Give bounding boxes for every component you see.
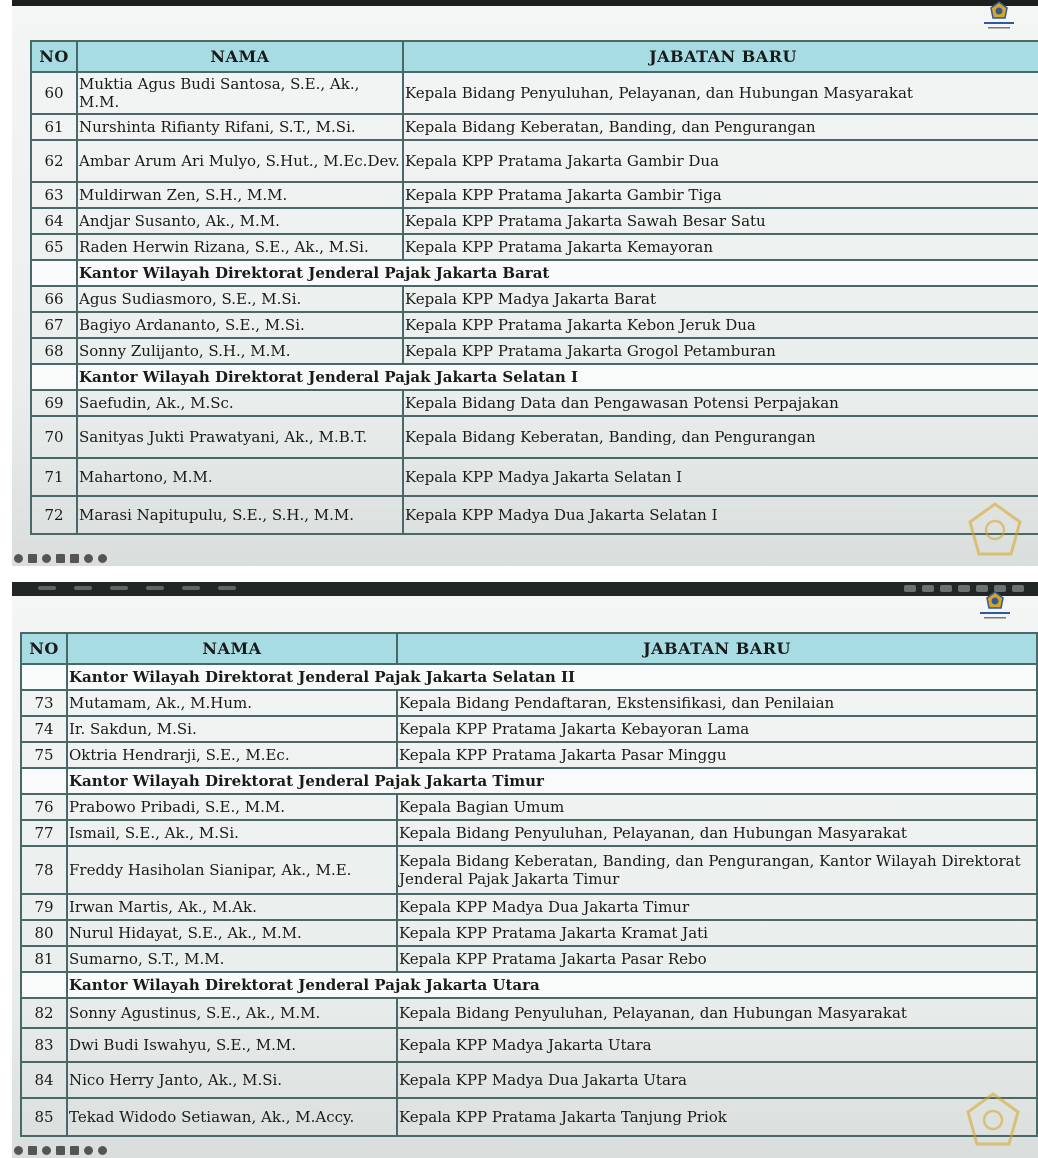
table-row xyxy=(21,794,1037,820)
row-number: 69 xyxy=(31,390,77,416)
row-number: 72 xyxy=(31,496,77,534)
section-no-cell xyxy=(21,972,67,998)
table-row xyxy=(21,920,1037,946)
official-name: Agus Sudiasmoro, S.E., M.Si. xyxy=(77,286,403,312)
table-header-row xyxy=(31,41,1038,72)
section-header-row xyxy=(31,364,1038,390)
menubar-items xyxy=(38,586,236,592)
row-number: 71 xyxy=(31,458,77,496)
table-row xyxy=(31,114,1038,140)
grid-view-icon[interactable] xyxy=(56,1146,65,1155)
menu-item[interactable] xyxy=(146,586,164,590)
new-position: Kepala Bidang Penyuluhan, Pelayanan, dan Hubungan Masyarakat xyxy=(397,820,1037,846)
section-no-cell xyxy=(21,664,67,690)
new-position: Kepala KPP Madya Jakarta Selatan I xyxy=(403,458,1038,496)
row-number: 77 xyxy=(21,820,67,846)
section-header-row xyxy=(21,768,1037,794)
row-number: 70 xyxy=(31,416,77,458)
next-slide-icon[interactable] xyxy=(98,1146,107,1155)
slide-panel-top xyxy=(12,0,1038,566)
official-name: Tekad Widodo Setiawan, Ak., M.Accy. xyxy=(67,1098,397,1136)
new-position: Kepala KPP Madya Jakarta Barat xyxy=(403,286,1038,312)
table-row xyxy=(31,234,1038,260)
table-row xyxy=(31,72,1038,114)
official-name: Mutamam, Ak., M.Hum. xyxy=(67,690,397,716)
table-row xyxy=(21,1062,1037,1098)
row-number: 83 xyxy=(21,1028,67,1062)
new-position: Kepala KPP Madya Dua Jakarta Timur xyxy=(397,894,1037,920)
table-body-top xyxy=(31,72,1038,534)
official-name: Marasi Napitupulu, S.E., S.H., M.M. xyxy=(77,496,403,534)
officials-table-bottom xyxy=(20,632,1038,1137)
new-position: Kepala KPP Pratama Jakarta Pasar Minggu xyxy=(397,742,1037,768)
official-name: Sonny Zulijanto, S.H., M.M. xyxy=(77,338,403,364)
row-number: 81 xyxy=(21,946,67,972)
row-number: 61 xyxy=(31,114,77,140)
row-number: 67 xyxy=(31,312,77,338)
table-row xyxy=(31,208,1038,234)
next-slide-icon[interactable] xyxy=(98,554,107,563)
table-body-bottom xyxy=(21,664,1037,1136)
official-name: Andjar Susanto, Ak., M.M. xyxy=(77,208,403,234)
tray-icon[interactable] xyxy=(904,585,916,592)
official-name: Oktria Hendrarji, S.E., M.Ec. xyxy=(67,742,397,768)
new-position: Kepala Bidang Pendaftaran, Ekstensifikasi, dan Penilaian xyxy=(397,690,1037,716)
grid-view-icon[interactable] xyxy=(56,554,65,563)
header-no: NO xyxy=(31,41,77,72)
table-row xyxy=(21,1098,1037,1136)
new-position: Kepala KPP Pratama Jakarta Kemayoran xyxy=(403,234,1038,260)
tray-icon[interactable] xyxy=(958,585,970,592)
official-name: Nurshinta Rifianty Rifani, S.T., M.Si. xyxy=(77,114,403,140)
table-row xyxy=(31,312,1038,338)
camera-icon[interactable] xyxy=(70,554,79,563)
slide-toolbar xyxy=(12,550,154,566)
zoom-icon[interactable] xyxy=(42,554,51,563)
row-number: 64 xyxy=(31,208,77,234)
table-row xyxy=(31,140,1038,182)
new-position: Kepala KPP Pratama Jakarta Gambir Dua xyxy=(403,140,1038,182)
prev-slide-icon[interactable] xyxy=(14,554,23,563)
section-title: Kantor Wilayah Direktorat Jenderal Pajak Jakarta Timur xyxy=(67,768,1037,794)
section-no-cell xyxy=(31,364,77,390)
section-no-cell xyxy=(21,768,67,794)
new-position: Kepala Bidang Data dan Pengawasan Potensi Perpajakan xyxy=(403,390,1038,416)
row-number: 73 xyxy=(21,690,67,716)
official-name: Muktia Agus Budi Santosa, S.E., Ak., M.M. xyxy=(77,72,403,114)
new-position: Kepala Bidang Keberatan, Banding, dan Pengurangan xyxy=(403,114,1038,140)
row-number: 82 xyxy=(21,998,67,1028)
official-name: Ismail, S.E., Ak., M.Si. xyxy=(67,820,397,846)
section-header-row xyxy=(31,260,1038,286)
table-row xyxy=(21,820,1037,846)
new-position: Kepala Bidang Penyuluhan, Pelayanan, dan Hubungan Masyarakat xyxy=(403,72,1038,114)
official-name: Mahartono, M.M. xyxy=(77,458,403,496)
window-menubar xyxy=(12,582,1038,596)
section-title: Kantor Wilayah Direktorat Jenderal Pajak Jakarta Barat xyxy=(77,260,1038,286)
table-row xyxy=(21,946,1037,972)
new-position: Kepala KPP Pratama Jakarta Grogol Petamburan xyxy=(403,338,1038,364)
official-name: Dwi Budi Iswahyu, S.E., M.M. xyxy=(67,1028,397,1062)
new-position: Kepala KPP Pratama Jakarta Kramat Jati xyxy=(397,920,1037,946)
section-title: Kantor Wilayah Direktorat Jenderal Pajak Jakarta Selatan II xyxy=(67,664,1037,690)
window-top-edge xyxy=(12,0,1038,6)
slide-toolbar xyxy=(12,1142,154,1158)
new-position: Kepala KPP Madya Dua Jakarta Utara xyxy=(397,1062,1037,1098)
section-title: Kantor Wilayah Direktorat Jenderal Pajak Jakarta Utara xyxy=(67,972,1037,998)
official-name: Irwan Martis, Ak., M.Ak. xyxy=(67,894,397,920)
table-row xyxy=(31,390,1038,416)
new-position: Kepala KPP Pratama Jakarta Sawah Besar Satu xyxy=(403,208,1038,234)
menu-item[interactable] xyxy=(110,586,128,590)
tray-icon[interactable] xyxy=(940,585,952,592)
table-row xyxy=(31,458,1038,496)
officials-table-top xyxy=(30,40,1038,535)
official-name: Raden Herwin Rizana, S.E., Ak., M.Si. xyxy=(77,234,403,260)
table-row xyxy=(21,846,1037,894)
official-name: Bagiyo Ardananto, S.E., M.Si. xyxy=(77,312,403,338)
section-no-cell xyxy=(31,260,77,286)
table-header-row xyxy=(21,633,1037,664)
new-position: Kepala KPP Madya Dua Jakarta Selatan I xyxy=(403,496,1038,534)
official-name: Ir. Sakdun, M.Si. xyxy=(67,716,397,742)
menu-item[interactable] xyxy=(218,586,236,590)
row-number: 66 xyxy=(31,286,77,312)
ministry-emblem-icon xyxy=(970,590,1020,626)
new-position: Kepala KPP Pratama Jakarta Tanjung Priok xyxy=(397,1098,1037,1136)
tray-icon[interactable] xyxy=(922,585,934,592)
row-number: 63 xyxy=(31,182,77,208)
header-jabatan: JABATAN BARU xyxy=(397,633,1037,664)
watermark-emblem-icon xyxy=(964,500,1026,562)
section-header-row xyxy=(21,664,1037,690)
new-position: Kepala Bagian Umum xyxy=(397,794,1037,820)
header-nama: NAMA xyxy=(67,633,397,664)
table-row xyxy=(31,286,1038,312)
menu-item[interactable] xyxy=(38,586,56,590)
table-row xyxy=(21,998,1037,1028)
row-number: 84 xyxy=(21,1062,67,1098)
menu-item[interactable] xyxy=(74,586,92,590)
table-row xyxy=(31,416,1038,458)
header-nama: NAMA xyxy=(77,41,403,72)
new-position: Kepala KPP Pratama Jakarta Gambir Tiga xyxy=(403,182,1038,208)
official-name: Nurul Hidayat, S.E., Ak., M.M. xyxy=(67,920,397,946)
row-number: 65 xyxy=(31,234,77,260)
official-name: Ambar Arum Ari Mulyo, S.Hut., M.Ec.Dev. xyxy=(77,140,403,182)
row-number: 75 xyxy=(21,742,67,768)
row-number: 68 xyxy=(31,338,77,364)
official-name: Prabowo Pribadi, S.E., M.M. xyxy=(67,794,397,820)
row-number: 80 xyxy=(21,920,67,946)
table-row xyxy=(21,690,1037,716)
new-position: Kepala KPP Pratama Jakarta Kebon Jeruk Dua xyxy=(403,312,1038,338)
table-row xyxy=(21,894,1037,920)
new-position: Kepala KPP Madya Jakarta Utara xyxy=(397,1028,1037,1062)
table-row xyxy=(31,496,1038,534)
slide-panel-bottom xyxy=(12,582,1038,1158)
row-number: 76 xyxy=(21,794,67,820)
header-jabatan: JABATAN BARU xyxy=(403,41,1038,72)
section-title: Kantor Wilayah Direktorat Jenderal Pajak Jakarta Selatan I xyxy=(77,364,1038,390)
official-name: Sonny Agustinus, S.E., Ak., M.M. xyxy=(67,998,397,1028)
prev-slide-icon[interactable] xyxy=(14,1146,23,1155)
camera-icon[interactable] xyxy=(70,1146,79,1155)
watermark-emblem-icon xyxy=(962,1090,1024,1152)
official-name: Saefudin, Ak., M.Sc. xyxy=(77,390,403,416)
row-number: 62 xyxy=(31,140,77,182)
official-name: Sanityas Jukti Prawatyani, Ak., M.B.T. xyxy=(77,416,403,458)
row-number: 78 xyxy=(21,846,67,894)
row-number: 60 xyxy=(31,72,77,114)
section-header-row xyxy=(21,972,1037,998)
new-position: Kepala KPP Pratama Jakarta Pasar Rebo xyxy=(397,946,1037,972)
new-position: Kepala KPP Pratama Jakarta Kebayoran Lama xyxy=(397,716,1037,742)
options-icon[interactable] xyxy=(84,554,93,563)
new-position: Kepala Bidang Penyuluhan, Pelayanan, dan Hubungan Masyarakat xyxy=(397,998,1037,1028)
table-row xyxy=(21,742,1037,768)
official-name: Muldirwan Zen, S.H., M.M. xyxy=(77,182,403,208)
menu-item[interactable] xyxy=(182,586,200,590)
official-name: Nico Herry Janto, Ak., M.Si. xyxy=(67,1062,397,1098)
official-name: Freddy Hasiholan Sianipar, Ak., M.E. xyxy=(67,846,397,894)
new-position: Kepala Bidang Keberatan, Banding, dan Pengurangan xyxy=(403,416,1038,458)
zoom-icon[interactable] xyxy=(42,1146,51,1155)
row-number: 79 xyxy=(21,894,67,920)
official-name: Sumarno, S.T., M.M. xyxy=(67,946,397,972)
new-position: Kepala Bidang Keberatan, Banding, dan Pengurangan, Kantor Wilayah Direktorat Jenderal Pajak Jakarta Timur xyxy=(397,846,1037,894)
header-no: NO xyxy=(21,633,67,664)
row-number: 74 xyxy=(21,716,67,742)
table-row xyxy=(21,1028,1037,1062)
table-row xyxy=(31,182,1038,208)
row-number: 85 xyxy=(21,1098,67,1136)
ministry-emblem-icon xyxy=(974,0,1024,36)
pen-icon[interactable] xyxy=(28,1146,37,1155)
options-icon[interactable] xyxy=(84,1146,93,1155)
pen-icon[interactable] xyxy=(28,554,37,563)
table-row xyxy=(31,338,1038,364)
table-row xyxy=(21,716,1037,742)
